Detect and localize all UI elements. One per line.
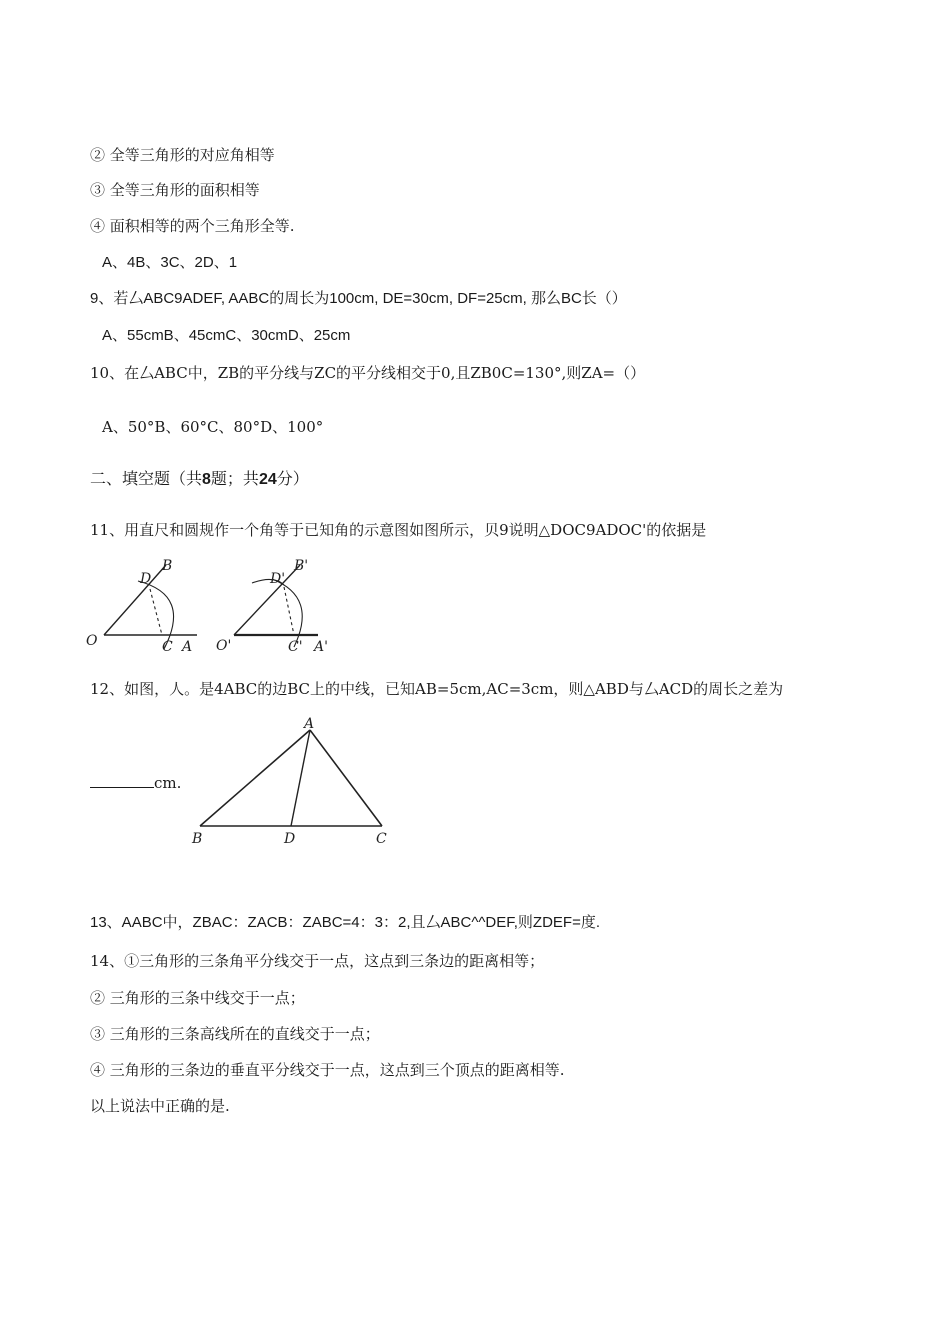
q12-answer: cm. bbox=[90, 773, 181, 793]
label-b1: B' bbox=[294, 558, 309, 574]
segment-dc bbox=[150, 589, 162, 635]
q14-item-3: ③ 三角形的三条高线所在的直线交于一点； bbox=[90, 1025, 380, 1043]
statement-3: ③ 全等三角形的面积相等 bbox=[90, 181, 260, 199]
label-d: D bbox=[284, 831, 296, 847]
q12-stem: 12、如图，人。是4ABC的边BC上的中线，已知AB=5cm,AC=3cm，则△ABD与厶ACD的周长之差为 bbox=[90, 680, 784, 698]
section-heading: 二、填空题（共8题；共24分） bbox=[90, 469, 309, 488]
label-a1: A' bbox=[314, 639, 328, 655]
label-d: D bbox=[140, 571, 152, 587]
q14-item-4: ④ 三角形的三条边的垂直平分线交于一点，这点到三个顶点的距离相等. bbox=[90, 1061, 565, 1079]
label-b: B bbox=[192, 831, 203, 847]
label-c1: C' bbox=[288, 639, 303, 655]
q10-options: A、50°B、60°C、80°D、100° bbox=[102, 418, 324, 436]
question-count: 8 bbox=[202, 471, 211, 488]
statement-4: ④ 面积相等的两个三角形全等. bbox=[90, 217, 295, 235]
q9-options: A、55cmB、45cmC、30cmD、25cm bbox=[102, 327, 351, 344]
q11-figure-constructed-angle bbox=[214, 555, 344, 655]
statement-2: ② 全等三角形的对应角相等 bbox=[90, 146, 275, 164]
q12-triangle-figure bbox=[186, 712, 396, 852]
label-d1: D' bbox=[270, 571, 286, 587]
q11-stem: 11、用直尺和圆规作一个角等于已知角的示意图如图所示，贝9说明△DOC9ADOC'的依据是 bbox=[90, 521, 707, 539]
q8-options: A、4B、3C、2D、1 bbox=[102, 254, 238, 271]
label-o: O bbox=[86, 633, 98, 649]
label-o1: O' bbox=[216, 638, 232, 654]
q14-item-2: ② 三角形的三条中线交于一点； bbox=[90, 989, 305, 1007]
ray-ob bbox=[104, 565, 166, 635]
q13-stem: 13、AABC中，ZBAC：ZACB：ZABC=4：3：2,且厶ABC^^DEF,则ZDEF=度. bbox=[90, 914, 601, 931]
q11-figure-original-angle bbox=[82, 555, 202, 655]
side-ac bbox=[310, 730, 382, 826]
q14-stem: 14、①三角形的三条角平分线交于一点，这点到三条边的距离相等； bbox=[90, 952, 545, 970]
q10-stem: 10、在厶ABC中，ZB的平分线与ZC的平分线相交于0,且ZB0C=130°,则ZA=（） bbox=[90, 364, 646, 382]
answer-blank[interactable] bbox=[90, 773, 154, 788]
label-c: C bbox=[376, 831, 387, 847]
segment-d1c1 bbox=[284, 587, 294, 635]
label-a: A bbox=[182, 639, 193, 655]
ray-o1b1 bbox=[234, 565, 300, 635]
label-b: B bbox=[162, 558, 173, 574]
q14-closing: 以上说法中正确的是. bbox=[90, 1097, 230, 1115]
total-score: 24 bbox=[258, 471, 277, 488]
q9-stem: 9、若厶ABC9ADEF, AABC的周长为100cm, DE=30cm, DF=25cm, 那么BC长（） bbox=[90, 290, 627, 307]
label-a: A bbox=[304, 716, 315, 732]
label-c: C bbox=[162, 639, 173, 655]
